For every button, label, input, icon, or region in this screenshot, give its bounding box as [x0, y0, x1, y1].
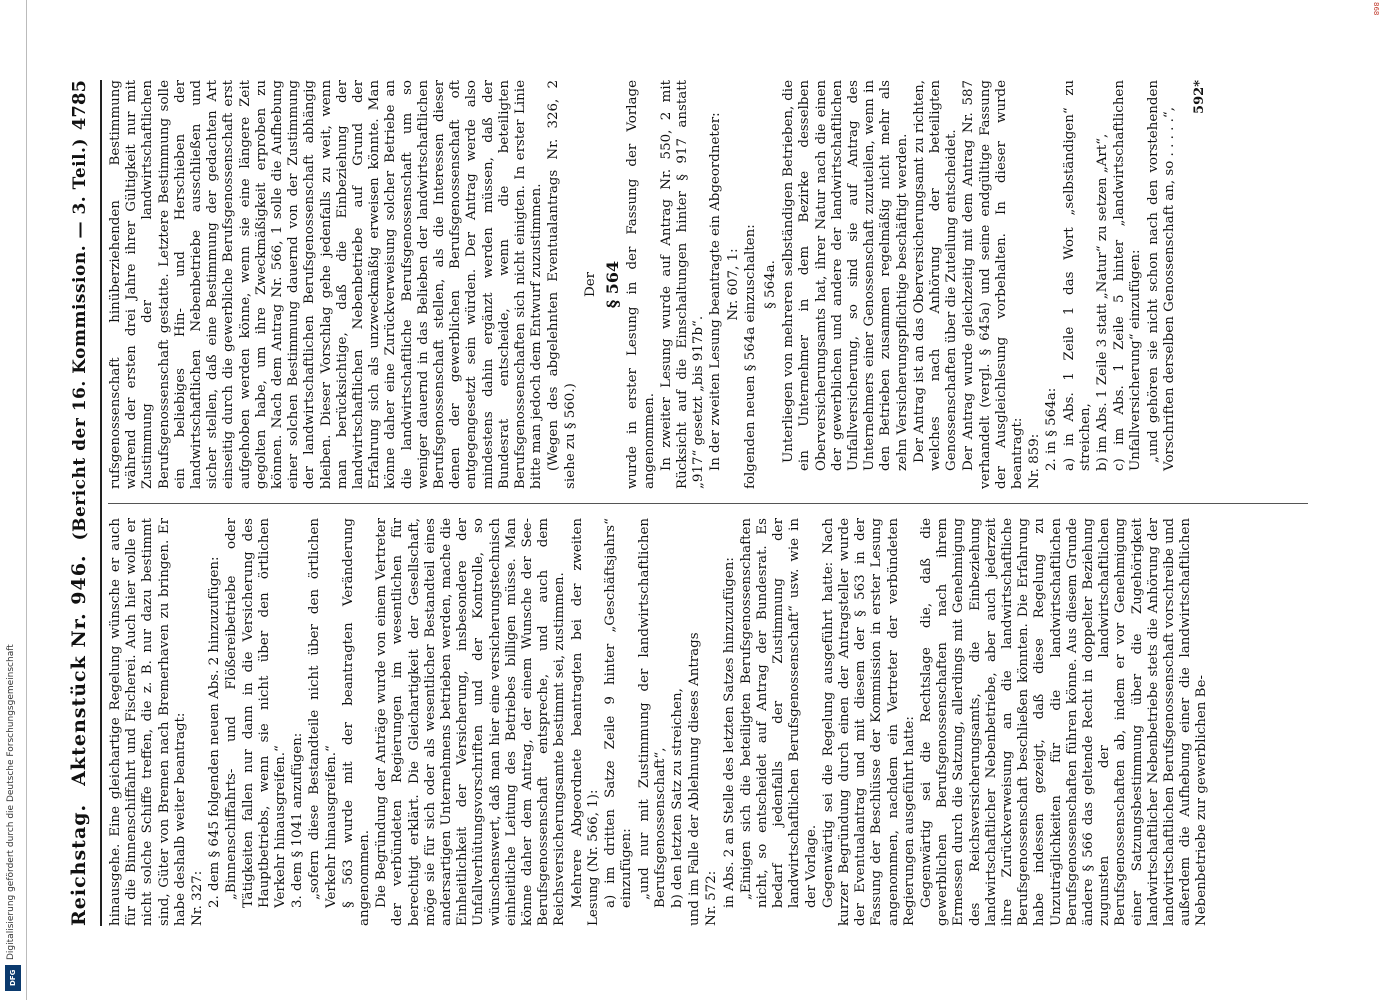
text-columns [108, 80, 1308, 926]
left-column [108, 503, 1308, 926]
paragraph: c) im Abs. 1 Zeile 5 hinter „landwirtschaftlichen Unfallversicherung“ einzufügen: [1112, 80, 1144, 471]
paragraph: a) in Abs. 1 Zeile 1 das Wort „selbständigen“ zu streichen, [1061, 80, 1093, 471]
page-number: 4785 [69, 80, 90, 131]
paragraph: wurde in erster Lesung in der Fassung der Vorlage angenommen. [625, 80, 657, 489]
paragraph: Nr. 572: [704, 870, 720, 926]
paragraph: in Abs. 2 an Stelle des letzten Satzes hinzuzufügen: [721, 557, 737, 908]
paragraph: Gegenwärtig sei die Regelung ausgeführt hatte: Nach kurzer Begründung durch einen der Antragsteller wurde der Eventualantrag und mit diesem der § 563 in der Fassung der Beschlüsse der Kommission in erster Lesung angenommen, nachdem ein Vertreter der verbündeten Regierungen ausgeführt hatte: [820, 518, 917, 926]
paragraph: hinausgehe. Eine gleichartige Regelung wünsche er auch für die Binnenschiffahrt und Fischerei. Auch hier wolle er nicht solche Schiffe treffen, die z. B. nur dazu bestimmt sind, Güter von Bremen nach Bremerhaven zu bringen. Er habe deshalb weiter beantragt: [108, 518, 188, 926]
paragraph: Unterliegen von mehreren selbständigen Betrieben, die ein Unternehmer in dem Bezirke desselben Oberversicherungsamts hat, ihrer Natur nach die einen der gewerblichen und andere der landwirtschaftlichen Unfallversicherung, so sind sie auf Antrag des Unternehmers einer Genossenschaft zuzuteilen, wenn in den Betrieben zusammen regelmäßig nicht mehr als zehn Versicherungspflichtige beschäftigt werden. [781, 80, 910, 471]
paragraph: Die Begründung der Anträge wurde von einem Vertreter der verbündeten Regierungen im wesentlichen für berechtigt erklärt. Die Gleichartigkeit der Gesellschaft, möge sie für sich oder als wesentlicher Bestandteil eines andersartigen Unternehmens betrieben werden, mache die Einheitlichkeit der Versicherung, insbesondere der Unfallverhütungsvorschriften und der Kontrolle, so wünschenswert, daß man hier eine versicherungstechnisch einheitliche Leitung des Betriebes billigen müsse. Man könne daher dem Antrag, der einem Wunsche der See-Berufsgenossenschaft entspreche, und auch dem Reichsversicherungsamte bestimmt sei, zustimmen. [374, 518, 568, 926]
paragraph: „und gehören sie nicht schon nach den vorstehenden Vorschriften derselben Genossenschaft an, so . . . . .“, [1145, 80, 1177, 471]
paragraph: Nr. 327: [190, 870, 206, 926]
paragraph: Der Antrag wurde gleichzeitig mit dem Antrag Nr. 587 verhandelt (vergl. § 645a) und seine endgültige Fassung der Ausgleichlesung vorbehalten. In dieser wurde beantragt: [961, 80, 1025, 489]
paragraph: Der Antrag ist an das Oberversicherungsamt zu richten, welches nach Anhörung der beteiligten Genossenschaften über die Zuteilung entscheidet. [911, 80, 960, 471]
paragraph: a) im dritten Satze Zeile 9 hinter „Geschäftsjahrs“ einzufügen: [603, 518, 635, 908]
document-page [60, 60, 1325, 940]
header-section: (Bericht der 16. Kommission. — 3. Teil.) [70, 137, 90, 541]
paragraph: 2. dem § 645 folgenden neuen Abs. 2 hinzuzufügen: [207, 556, 223, 908]
paragraph: § 564 [603, 260, 623, 309]
paragraph: b) im Abs. 1 Zeile 3 statt „Natur“ zu setzen „Art“, [1094, 133, 1110, 471]
paragraph: folgenden neuen § 564a einzuschalten: [742, 224, 758, 489]
paragraph: § 564a. [762, 260, 778, 309]
paragraph: rufsgenossenschaft hinüberziehenden Bestimmung während der ersten drei Jahre ihrer Gültigkeit nur mit Zustimmung der landwirtschaftlichen Berufsgenossenschaft gestatte. Letztere Bestimmung solle ein beliebiges Hin- und Herschieben der landwirtschaftlichen Nebenbetriebe ausschließen und sicher stellen, daß eine Bestimmung der gedachten Art einseitig durch die gewerbliche Berufsgenossenschaft erst aufgehoben werden könne, wenn sie eine längere Zeit gegolten habe, um ihre Zweckmäßigkeit erproben zu können. Nach dem Antrag Nr. 566, 1 solle die Aufhebung einer solchen Bestimmung dauernd von der Zustimmung der landwirtschaftlichen Berufsgenossenschaft abhängig bleiben. Dieser Vorschlag gehe jedenfalls zu weit, wenn man berücksichtige, daß die Einbeziehung der landwirtschaftlichen Nebenbetriebe auf Grund der Erfahrung sich als unzweckmäßig erweisen könnte. Man könne daher eine Zurückverweisung solcher Betriebe an die landwirtschaftliche Berufsgenossenschaft um so weniger dauernd in das Belieben der landwirtschaftlichen Berufsgenossenschaft stellen, als die Interessen dieser denen der gewerblichen Berufsgenossenschaft oft entgegengesetzt sein würden. Der Antrag werde also mindestens dahin ergänzt werden müssen, daß der Bundesrat entscheide, wenn die beteiligten Berufsgenossenschaften sich nicht einigten. In erster Linie bitte man jedoch dem Entwurf zuzustimmen. [108, 80, 545, 489]
paragraph: „sofern diese Bestandteile nicht über den örtlichen Verkehr hinausgreifen.“ [307, 518, 339, 908]
paragraph: In zweiter Lesung wurde auf Antrag Nr. 550, 2 mit Rücksicht auf die Einschaltungen hinter § 917 anstatt „917“ gesetzt „bis 917b“. [658, 80, 707, 489]
paragraph: und im Falle der Ablehnung dieses Antrags [687, 632, 703, 926]
paragraph: Der [582, 271, 598, 298]
header-house: Reichstag. [68, 803, 90, 926]
paragraph: 3. dem § 1041 anzufügen: [290, 732, 306, 908]
paragraph: (Wegen des abgelehnten Eventualantrags Nr. 326, 2 siehe zu § 560.) [546, 80, 578, 489]
paragraph: In der zweiten Lesung beantragte ein Abgeordneter: [708, 112, 724, 471]
corner-mark: 868 [1372, 2, 1380, 16]
paragraph: „Binnenschiffahrts- und Flößereibetriebe oder Tätigkeiten fallen nur dann in die Versicherung des Hauptbetriebs, wenn sie nicht über den örtlichen Verkehr hinausgreifen.“ [224, 518, 289, 908]
paragraph: Gegenwärtig sei die Rechtslage die, daß die gewerblichen Berufsgenossenschaften nach ihrem Ermessen durch die Satzung, allerdings mit Genehmigung des Reichsversicherungsamts, die Einbeziehung landwirtschaftlicher Nebenbetriebe, aber auch jederzeit ihre Zurückverweisung an die landwirtschaftliche Berufsgenossenschaft beschließen könnten. Die Erfahrung habe indessen gezeigt, daß diese Regelung zu Unzuträglichkeiten für die landwirtschaftlichen Berufsgenossenschaften führen könne. Aus diesem Grunde ändere § 566 das geltende Recht in doppelter Beziehung zugunsten der landwirtschaftlichen Berufsgenossenschaften ab, indem er vor Genehmigung einer Satzungsbestimmung über die Zugehörigkeit landwirtschaftlicher Nebenbetriebe stets die Anhörung der landwirtschaftlichen Berufsgenossenschaft vorschreibe und außerdem die Aufhebung einer die landwirtschaftlichen Nebenbetriebe zur gewerblichen Be- [918, 518, 1210, 926]
paragraph: 2. in § 564a: [1044, 387, 1060, 471]
footer-mark: 592* [1192, 80, 1207, 114]
paragraph: Nr. 607, 1: [725, 248, 741, 321]
paragraph: b) den letzten Satz zu streichen, [669, 688, 685, 908]
dfg-logo-icon: DFG [5, 965, 21, 991]
paragraph: § 563 wurde mit der beantragten Veränderung angenommen. [340, 518, 373, 926]
side-strip [0, 0, 27, 1000]
paragraph: Nr. 859: [1027, 433, 1043, 489]
right-column [108, 80, 1308, 503]
digitization-credit: Digitalisierung gefördert durch die Deutsche Forschungsgemeinschaft [6, 644, 16, 960]
page-header [68, 80, 102, 926]
header-document: Aktenstück Nr. 946. [68, 554, 90, 786]
paragraph: „und nur mit Zustimmung der landwirtschaftlichen Berufsgenossenschaft“, [636, 518, 668, 908]
paragraph: Mehrere Abgeordnete beantragten bei der zweiten Lesung (Nr. 566, 1): [569, 518, 601, 926]
paragraph: „Einigen sich die beteiligten Berufsgenossenschaften nicht, so entscheidet auf Antrag der Bundesrat. Es bedarf jedenfalls der Zustimmung der landwirtschaftlichen Berufsgenossenschaft“ usw. wie in der Vorlage. [738, 518, 819, 908]
